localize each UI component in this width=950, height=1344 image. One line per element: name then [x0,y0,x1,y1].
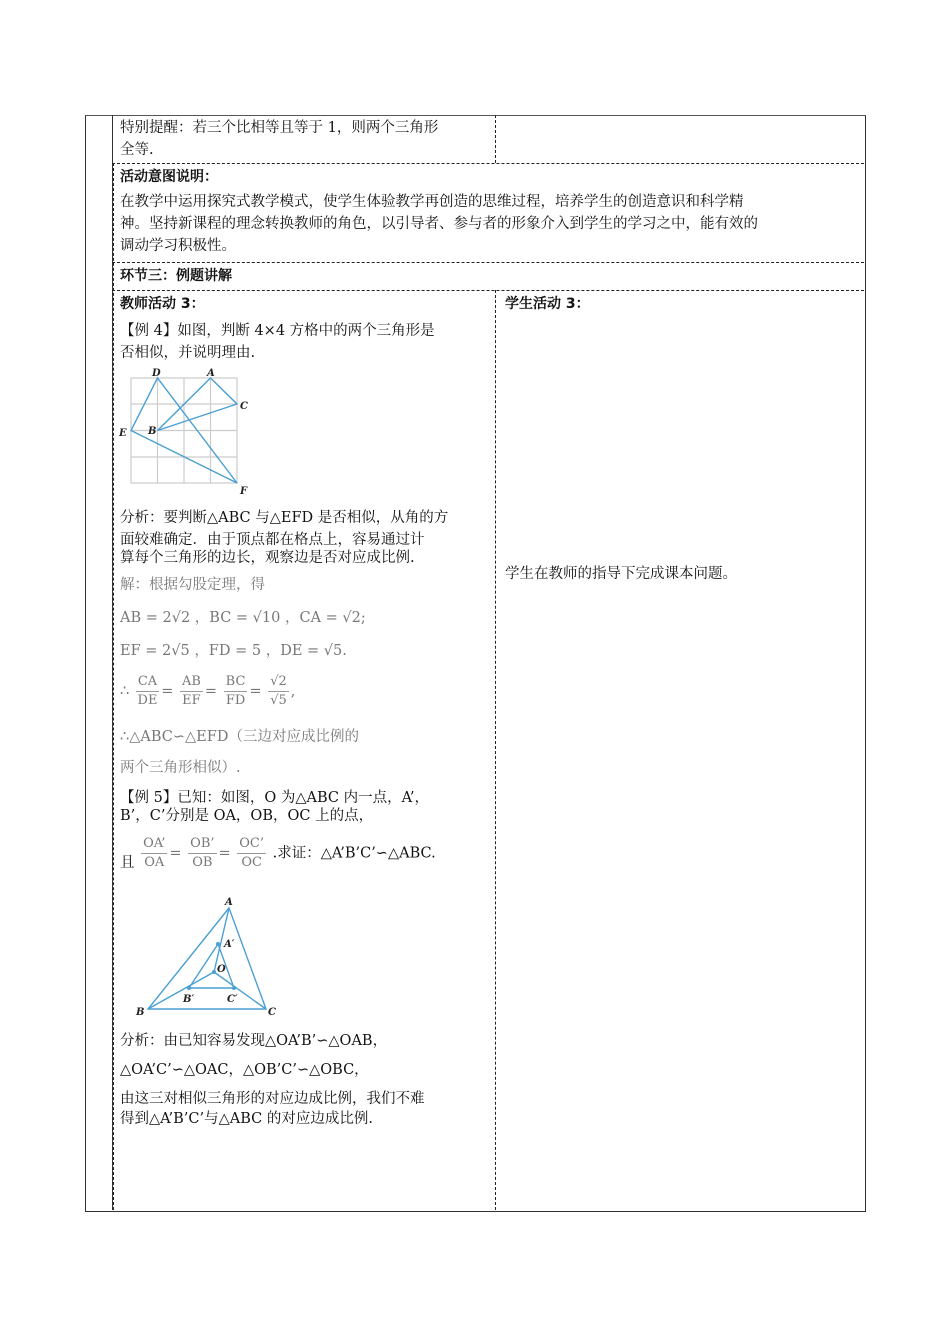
label-f: F [240,486,248,497]
ex5-line: 【例 5】已知：如图，O 为△ABC 内一点，A’， [120,790,430,806]
column-divider [113,163,114,1210]
intent-line: 在教学中运用探究式教学模式，使学生体验教学再创造的思维过程，培养学生的创造意识和科学精 [120,194,744,210]
ratio-equation: ∴ $\frac{CA}{DE}$ = $\frac{AB}{EF}$ = $\frac{BC}{FD}$ = $\frac{√2}{√5}$ , [120,674,296,708]
intent-title: 活动意图说明： [120,169,218,185]
prove-text: .求证：△A’B’C’∽△ABC. [272,845,436,862]
ex4-line: 否相似，并说明理由. [120,345,256,361]
fraction: $\frac{√2}{√5}$ [270,674,287,708]
fraction: $\frac{OB’}{OB}$ [190,836,215,870]
analysis-line: 面较难确定．由于顶点都在格点上，容易通过计 [120,532,425,548]
fraction: $\frac{OC’}{OC}$ [239,836,265,870]
ex5-analysis-line: 分析：由已知容易发现△OA’B’∽△OAB， [120,1033,388,1049]
label-b: B [148,426,157,437]
label-d: D [152,368,161,379]
column-divider [495,115,496,163]
grid-figure [115,365,265,500]
ex5-analysis-line: 得到△A’B’C’与△ABC 的对应边成比例. [120,1111,373,1127]
fraction: $\frac{OA’}{OA}$ [143,836,166,870]
ex4-line: 【例 4】如图，判断 4×4 方格中的两个三角形是 [120,323,435,339]
student-text: 学生在教师的指导下完成课本问题。 [505,566,737,582]
label-a-prime: A′ [224,939,235,950]
row-divider [112,262,864,263]
triangle-abc [148,908,266,1009]
label-b-prime: B′ [183,994,195,1005]
triangle-figure [130,895,290,1020]
row-divider [112,290,864,291]
fraction: $\frac{CA}{DE}$ [137,674,158,708]
note-line: 全等. [120,142,154,158]
label-c: C [240,401,248,412]
ex5-line: B’，C’分别是 OA，OB，OC 上的点， [120,808,374,824]
fraction: $\frac{AB}{EF}$ [181,674,201,708]
ex5-condition: 且 $\frac{OA’}{OA}$ = $\frac{OB’}{OB}$ = $\frac{OC’}{OC}$ .求证：△A’B’C’∽△ABC. [120,836,436,871]
label-a: A [225,897,233,908]
fraction: $\frac{BC}{FD}$ [225,674,246,708]
conclusion-line: ∴△ABC∽△EFD（三边对应成比例的 [120,729,359,745]
equation-abc: AB = 2√2 ，BC = √10 ，CA = √2; [120,610,366,626]
label-c: C [268,1007,276,1018]
ex5-analysis-line: 由这三对相似三角形的对应边成比例，我们不难 [120,1091,425,1107]
column-divider [495,290,496,1210]
solution-intro: 解：根据勾股定理，得 [120,577,265,593]
row-divider [112,163,864,164]
label-o: O [217,964,226,975]
student-title: 学生活动 3： [505,296,590,312]
conclusion-line: 两个三角形相似）. [120,760,241,776]
intent-line: 神。坚持新课程的理念转换教师的角色，以引导者、参与者的形象介入到学生的学习之中，能有效的 [120,216,758,232]
label-e: E [119,428,127,439]
label-a: A [207,368,215,379]
equation-efd: EF = 2√5 ，FD = 5 ，DE = √5. [120,643,347,659]
label-b: B [136,1007,145,1018]
intent-line: 调动学习积极性。 [120,238,236,254]
analysis-line: 分析：要判断△ABC 与△EFD 是否相似，从角的方 [120,510,449,526]
grid-lines [131,378,237,483]
therefore-symbol: ∴ [120,683,130,700]
teacher-title: 教师活动 3： [120,296,205,312]
section-title: 环节三：例题讲解 [120,268,232,284]
analysis-line: 算每个三角形的边长，观察边是否对应成比例. [120,550,415,566]
note-line: 特别提醒：若三个比相等且等于 1，则两个三角形 [120,120,439,136]
label-c-prime: C′ [227,994,238,1005]
ex5-analysis-line: △OA’C’∽△OAC，△OB’C’∽△OBC， [120,1062,369,1078]
and-text: 且 [120,855,135,871]
